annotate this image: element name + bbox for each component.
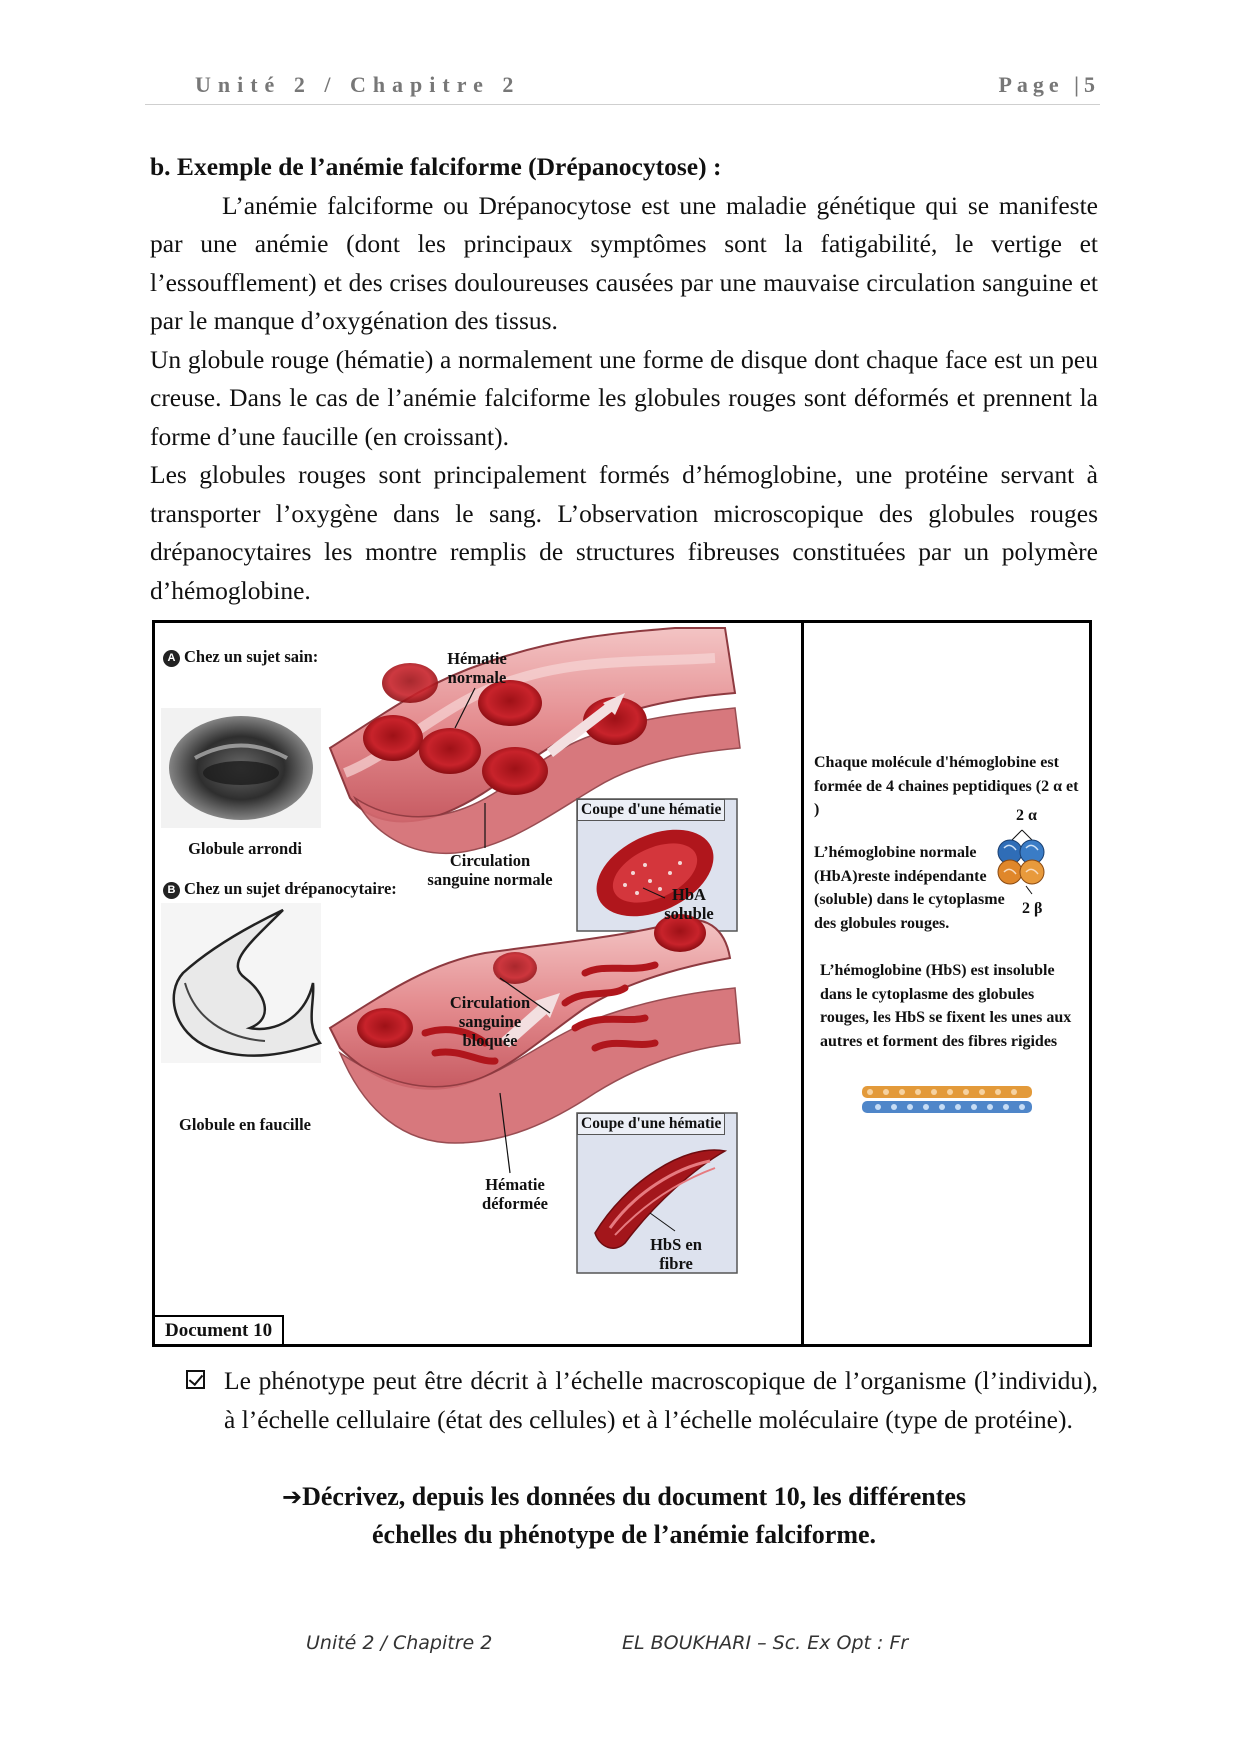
hemoglobin-molecule-icon xyxy=(990,828,1050,898)
footer-left: Unité 2 / Chapitre 2 xyxy=(306,1632,493,1654)
sickle-cell-photo xyxy=(161,903,321,1063)
panel-b-badge: B xyxy=(163,882,180,899)
top-inset-title: Coupe d'une hématie xyxy=(577,799,725,821)
healthy-cell-caption: Globule arrondi xyxy=(188,839,302,858)
panel-a-badge: A xyxy=(163,650,180,667)
question-line-1: ➔Décrivez, depuis les données du document 10, les différentes xyxy=(281,1482,967,1511)
document-10-figure xyxy=(152,620,1092,1347)
hbs-fiber-icon xyxy=(862,1083,1032,1117)
figure-molecular-panel xyxy=(804,623,1089,1344)
label-hbs-fiber: HbS en fibre xyxy=(650,1235,702,1273)
label-two-alpha: 2 α xyxy=(1016,807,1037,824)
text-hbs-insoluble: L’hémoglobine (HbS) est insoluble dans le cytoplasme des globules rouges, les HbS se fixent les unes aux autres et forment des fibres rigides xyxy=(820,962,1072,1050)
phenotype-bullet-text: Le phénotype peut être décrit à l’échelle macroscopique de l’organisme (l’individu), à l’échelle cellulaire (état des cellules) et à l’échelle moléculaire (type de protéine). xyxy=(224,1366,1098,1434)
label-normal-red-cell: Hématie normale xyxy=(447,649,507,687)
panel-a-title: A Chez un sujet sain: xyxy=(163,647,318,667)
label-blocked-circulation: Circulation sanguine bloquée xyxy=(449,993,531,1050)
phenotype-bullet xyxy=(186,1362,1098,1439)
checkbox-icon xyxy=(186,1370,205,1389)
bottom-inset-title: Coupe d'une hématie xyxy=(577,1113,725,1135)
bottom-blood-vessel xyxy=(330,914,740,1143)
question-line-2: échelles du phénotype de l’anémie falciforme. xyxy=(371,1520,877,1549)
document-label: Document 10 xyxy=(155,1315,284,1344)
arrow-right-icon: ➔ xyxy=(281,1483,303,1511)
label-deformed-red-cell: Hématie déformée xyxy=(482,1175,548,1213)
label-hba-soluble: HbA soluble xyxy=(664,885,714,923)
label-two-beta: 2 β xyxy=(1022,900,1043,917)
question-block xyxy=(150,1478,1098,1554)
header-page-number: Page |5 xyxy=(998,72,1100,97)
section-title: b. Exemple de l’anémie falciforme (Drépanocytose) : xyxy=(150,152,722,181)
footer-right: EL BOUKHARI – Sc. Ex Opt : Fr xyxy=(622,1632,909,1654)
text-hba-soluble: L’hémoglobine normale (HbA)reste indépendante (soluble) dans le cytoplasme des globules rouges. xyxy=(814,844,1005,932)
panel-b-title: B Chez un sujet drépanocytaire: xyxy=(163,879,397,899)
paragraph-red-cell-shape: Un globule rouge (hématie) a normalement une forme de disque dont chaque face est un peu creuse. Dans le cas de l’anémie falciforme les globules rouges sont déformés et prennent la forme d’une faucille (en croissant). xyxy=(150,344,1098,451)
paragraph-hemoglobin: Les globules rouges sont principalement formés d’hémoglobine, une protéine servant à transporter l’oxygène dans le sang. L’observation microscopique des globules rouges drépanocytaires les montre remplis de structures fibreuses constituées par un polymère d’hémoglobine. xyxy=(150,460,1098,605)
page-header xyxy=(145,72,1100,105)
paragraph-definition: L’anémie falciforme ou Drépanocytose est une maladie génétique qui se manifeste par une anémie (dont les principaux symptômes sont la fatigabilité, le vertige et l’essoufflement) et des crises douloureuses causées par une mauvaise circulation sanguine et par le manque d’oxygénation des tissus. xyxy=(150,190,1098,335)
healthy-cell-photo xyxy=(161,708,321,828)
sickle-cell-caption: Globule en faucille xyxy=(179,1115,311,1134)
figure-illustration-panel xyxy=(155,623,801,1344)
label-normal-circulation: Circulation sanguine normale xyxy=(427,851,553,889)
main-content xyxy=(150,148,1098,610)
text-hemoglobin-chains: Chaque molécule d'hémoglobine est formée de 4 chaines peptidiques (2 α et ) xyxy=(814,754,1079,818)
header-unit-chapter: Unité 2 / Chapitre 2 xyxy=(195,72,521,97)
